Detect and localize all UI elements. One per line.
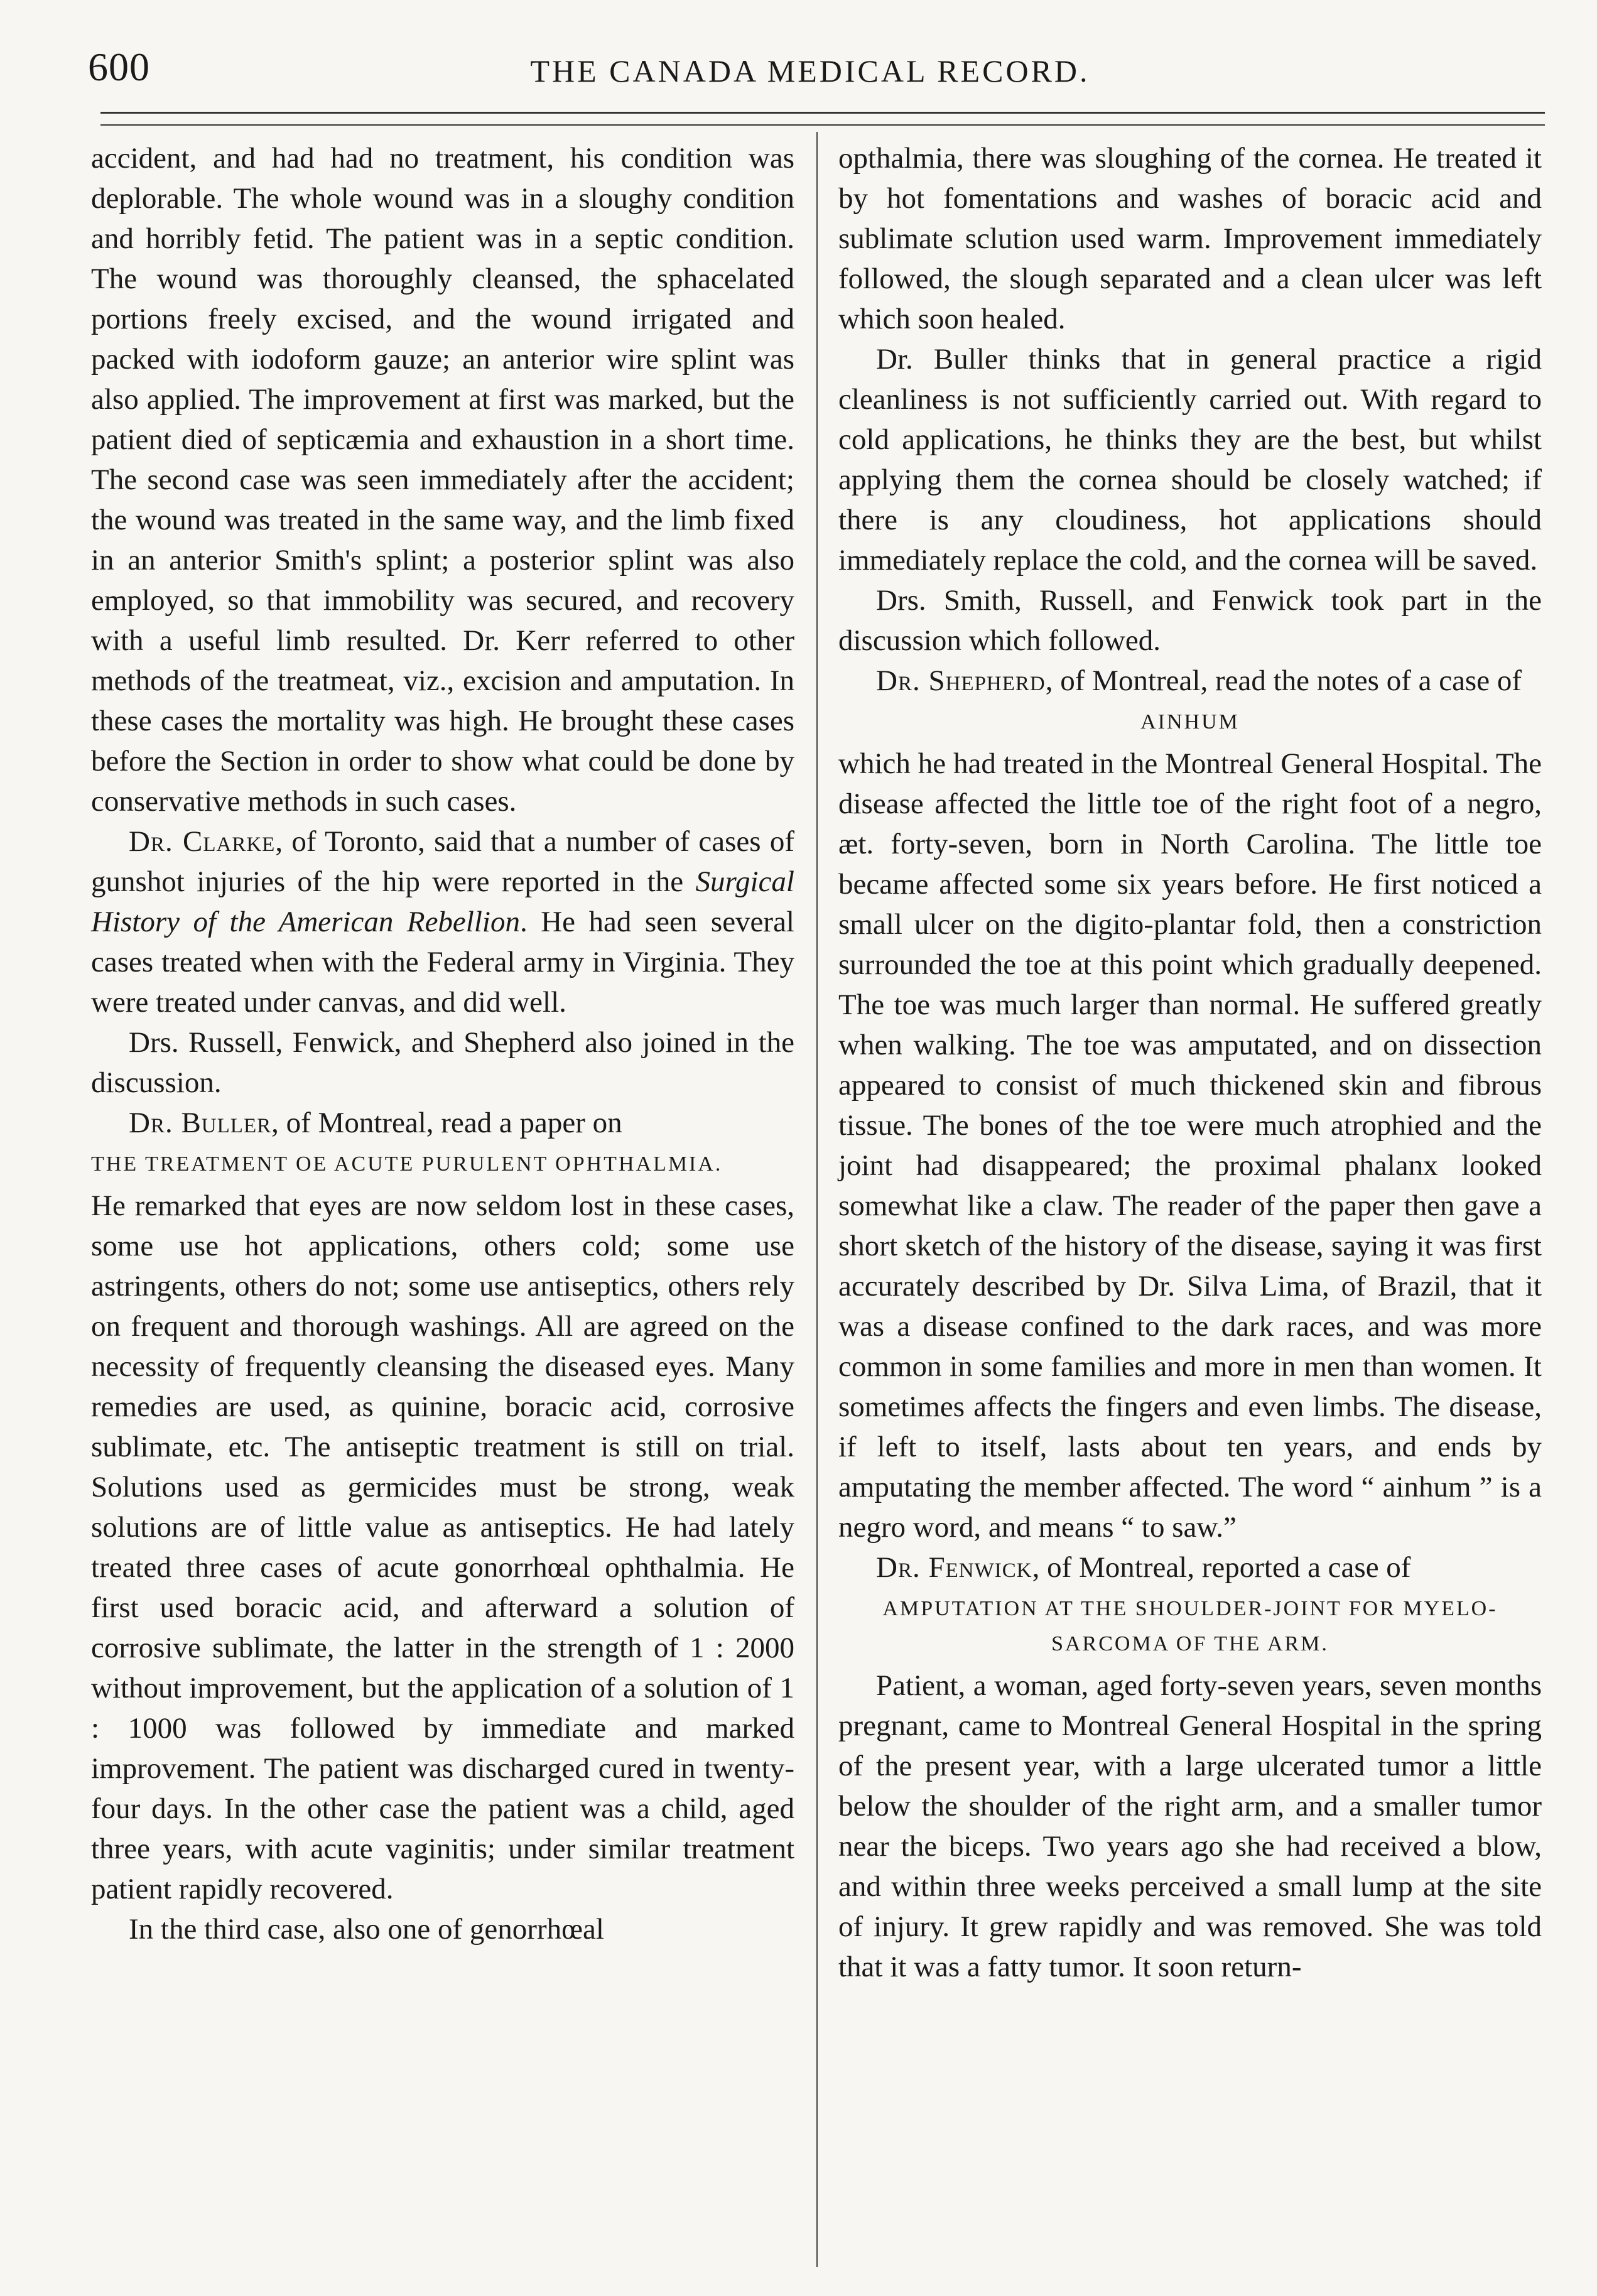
section-heading: AINHUM [1140,710,1240,734]
paragraph [91,821,794,1022]
paragraph: Dr. Buller thinks that in general practice a rigid cleanliness is not sufficiently carried out. With regard to cold applications, he thinks they are the best, but whilst applying them the cornea should be closely watched; if there is any cloudiness, hot applications should immediately replace the cold, and the cornea will be saved. [838,343,1542,577]
paragraph-text: , of Toronto, said that a number of cases of gunshot injuries of the hip were reported in the [91,825,794,898]
paragraph [838,661,1542,701]
left-column [91,138,794,1949]
paragraph: He remarked that eyes are now seldom lost in these cases, some use hot applications, others cold; some use astringents, others do not; some use antiseptics, others rely on frequent and thorough washings. All are agreed on the necessity of frequently cleansing the diseased eyes. Many remedies are used, as quinine, boracic acid, corrosive sublimate, etc. The antiseptic treatment is still on trial. Solutions used as germicides must be strong, weak solutions are of little value as antiseptics. He had lately treated three cases of acute gonorrhœal ophthalmia. He first used boracic acid, and afterward a solution of corrosive sublimate, the latter in the strength of 1 : 2000 without improvement, but the application of a solution of 1 : 1000 was followed by immediate and marked improvement. The patient was discharged cured in twenty-four days. In the other case the patient was a child, aged three years, with acute vaginitis; under similar treatment patient rapidly recovered. [91,1189,794,1905]
running-title: THE CANADA MEDICAL RECORD. [530,53,1090,89]
paragraph-text: , of Montreal, reported a case of [1032,1551,1411,1584]
speaker-name: Dr. Clarke [129,825,276,858]
header-rule-thin [100,124,1545,126]
speaker-name: Dr. Shepherd [876,664,1046,697]
right-column [838,138,1542,1987]
paragraph: which he had treated in the Montreal General Hospital. The disease affected the little toe of the right foot of a negro, æt. forty-seven, born in North Carolina. The little toe became affected some six years before. He first noticed a small ulcer on the digito-plantar fold, then a constriction surrounded the toe at this point which gradually deepened. The toe was much larger than normal. He suffered greatly when walking. The toe was amputated, and on dissection appeared to consist of much thickened skin and fibrous tissue. The bones of the toe were much atrophied and the joint had disappeared; the proximal phalanx looked somewhat like a claw. The reader of the paper then gave a short sketch of the history of the disease, saying it was first accurately described by Dr. Silva Lima, of Brazil, that it was a disease confined to the dark races, and was more common in some families and more in men than women. It sometimes affects the fingers and even limbs. The disease, if left to itself, lasts about ten years, and ends by amputating the member affected. The word “ ainhum ” is a negro word, and means “ to saw.” [838,747,1542,1544]
paragraph: opthalmia, there was sloughing of the cornea. He treated it by hot fomentations and washes of boracic acid and sublimate sclution used warm. Improvement immediately followed, the slough separated and a clean ulcer was left which soon healed. [838,142,1542,335]
paragraph-text: , of Montreal, read a paper on [271,1107,622,1139]
paragraph: In the third case, also one of genorrhœal [129,1913,604,1946]
paragraph-text: . He had seen several cases treated when with the Federal army in Virginia. They were treated under canvas, and did well. [91,906,794,1019]
paragraph: accident, and had had no treatment, his condition was deplorable. The whole wound was in a sloughy condition and horribly fetid. The patient was in a septic condition. The wound was thoroughly cleansed, the sphacelated portions freely excised, and the wound irrigated and packed with iodoform gauze; an anterior wire splint was also applied. The improvement at first was marked, but the patient died of septicæmia and exhaustion in a short time. The second case was seen immediately after the accident; the wound was treated in the same way, and the limb fixed in an anterior Smith's splint; a posterior splint was also employed, so that immobility was secured, and recovery with a useful limb resulted. Dr. Kerr referred to other methods of the treatmeat, viz., excision and amputation. In these cases the mortality was high. He brought these cases before the Section in order to show what could be done by conservative methods in such cases. [91,142,794,818]
column-divider [816,132,818,2267]
paragraph: Patient, a woman, aged forty-seven years, seven months pregnant, came to Montreal General Hospital in the spring of the present year, with a large ulcerated tumor a little below the shoulder of the right arm, and a smaller tumor near the biceps. Two years ago she had received a blow, and within three weeks perceived a small lump at the site of injury. It grew rapidly and was removed. She was told that it was a fatty tumor. It soon return- [838,1669,1542,1983]
book-title: Surgical History of the American Rebellion [91,865,794,938]
paragraph [838,1547,1542,1588]
section-heading: AMPUTATION AT THE SHOULDER-JOINT FOR MYELO-SARCOMA OF THE ARM. [882,1597,1498,1655]
page-header [88,38,1532,94]
header-rule [100,112,1545,114]
section-heading: THE TREATMENT OE ACUTE PURULENT OPHTHALMIA. [91,1152,723,1176]
paragraph [91,1103,794,1143]
paragraph: Drs. Smith, Russell, and Fenwick took part in the discussion which followed. [838,584,1542,657]
paragraph-text: , of Montreal, read the notes of a case of [1045,664,1522,697]
paragraph: Drs. Russell, Fenwick, and Shepherd also joined in the discussion. [91,1026,794,1099]
page-number: 600 [88,45,150,89]
speaker-name: Dr. Buller [129,1107,272,1139]
speaker-name: Dr. Fenwick [876,1551,1032,1584]
